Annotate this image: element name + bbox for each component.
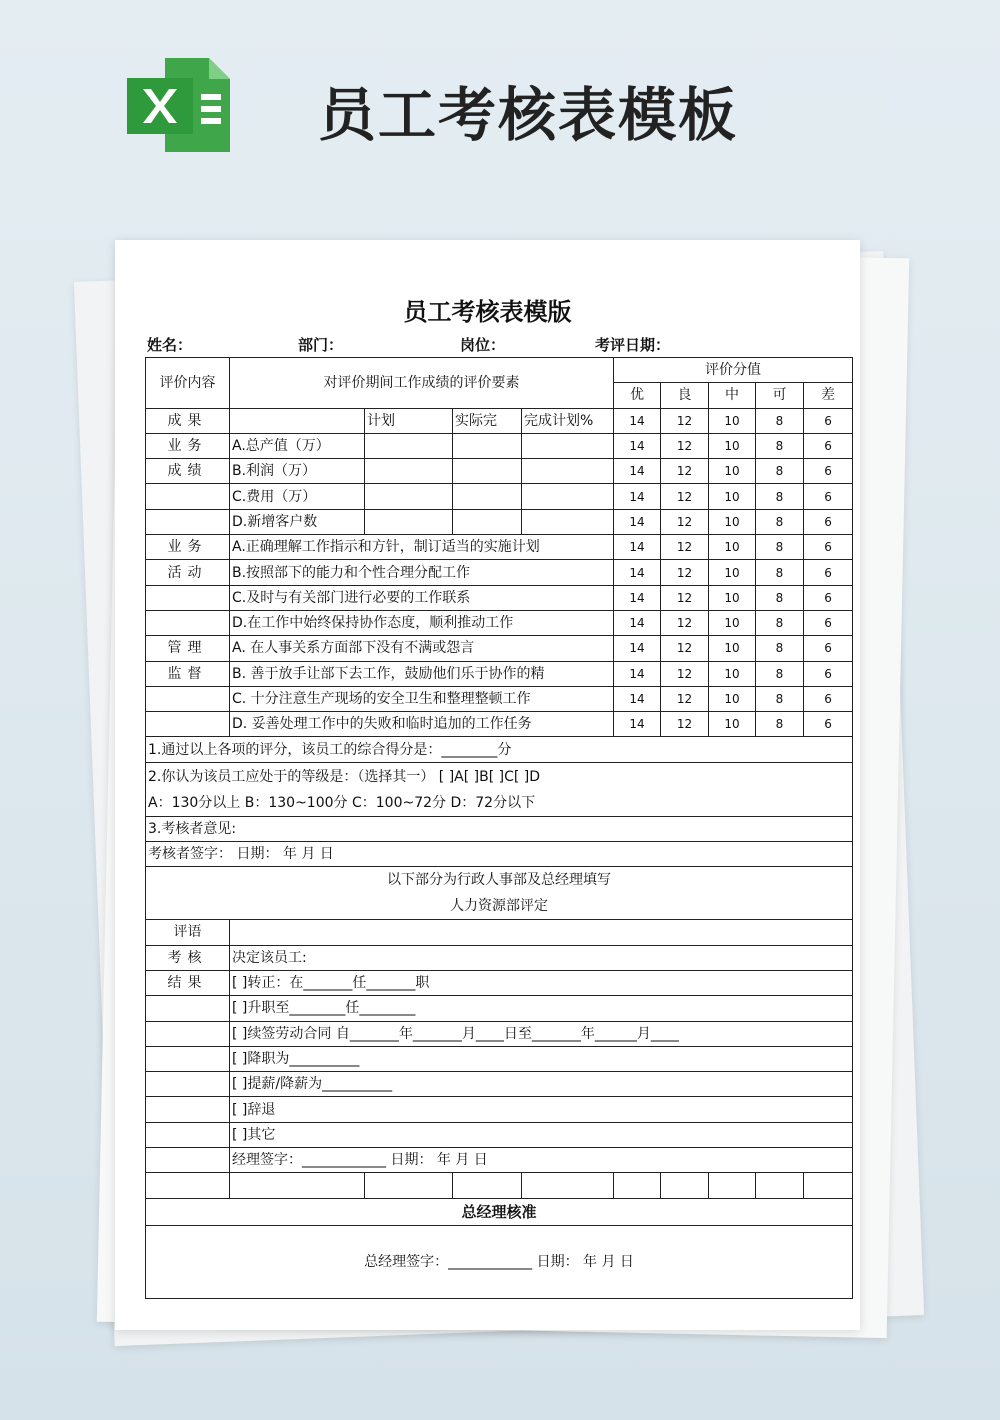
- result-item: C.费用（万）: [230, 484, 365, 509]
- comment-input[interactable]: [230, 920, 853, 945]
- input-cell[interactable]: [453, 509, 522, 534]
- score-cell: 6: [804, 560, 853, 585]
- gm-signature[interactable]: 总经理签字：____________ 日期： 年 月 日: [146, 1225, 853, 1298]
- option-other[interactable]: [ ]其它: [230, 1122, 853, 1147]
- input-cell[interactable]: [522, 509, 614, 534]
- empty-cell: [522, 1173, 614, 1198]
- score-cell: 12: [661, 459, 709, 484]
- empty-cell[interactable]: [230, 408, 365, 433]
- actual-header: 实际完: [453, 408, 522, 433]
- reviewer-signature[interactable]: 考核者签字： 日期： 年 月 日: [146, 842, 853, 867]
- score-cell: 6: [804, 636, 853, 661]
- empty-cell: [146, 509, 230, 534]
- empty-cell: [453, 1173, 522, 1198]
- input-cell[interactable]: [365, 509, 453, 534]
- comment-label: 评语: [146, 920, 230, 945]
- activity-item: A.正确理解工作指示和方针，制订适当的实施计划: [230, 535, 614, 560]
- score-cell: 10: [709, 535, 756, 560]
- score-cell: 10: [709, 484, 756, 509]
- score-cell: 10: [709, 610, 756, 635]
- score-cell: 14: [614, 535, 661, 560]
- score-cell: 12: [661, 560, 709, 585]
- score-cell: 8: [756, 661, 804, 686]
- score-cell: 14: [614, 408, 661, 433]
- score-cell: 12: [661, 433, 709, 458]
- gm-title: 总经理核准: [146, 1198, 853, 1225]
- empty-cell: [146, 996, 230, 1021]
- activity-item: B.按照部下的能力和个性合理分配工作: [230, 560, 614, 585]
- score-cell: 6: [804, 610, 853, 635]
- empty-cell: [146, 1148, 230, 1173]
- score-cell: 10: [709, 636, 756, 661]
- score-cell: 12: [661, 610, 709, 635]
- score-cell: 10: [709, 408, 756, 433]
- score-cell: 6: [804, 459, 853, 484]
- activity-item: D.在工作中始终保持协作态度，顺利推动工作: [230, 610, 614, 635]
- score-cell: 8: [756, 509, 804, 534]
- result-item: B.利润（万）: [230, 459, 365, 484]
- option-demote[interactable]: [ ]降职为__________: [230, 1046, 853, 1071]
- hr-note: 以下部分为行政人事部及总经理填写: [387, 872, 612, 889]
- result-item: D.新增客户数: [230, 509, 365, 534]
- grade-question: 2.你认为该员工应处于的等级是：（选择其一） [ ]A[ ]B[ ]C[ ]D: [148, 768, 541, 785]
- empty-cell: [146, 484, 230, 509]
- manage-item: A. 在人事关系方面部下没有不满或怨言: [230, 636, 614, 661]
- score-cell: 10: [709, 509, 756, 534]
- category-label: 成绩: [146, 459, 230, 484]
- score-cell: 12: [661, 712, 709, 737]
- option-salary-change[interactable]: [ ]提薪/降薪为__________: [230, 1072, 853, 1097]
- grade-poor: 差: [804, 383, 853, 408]
- score-cell: 8: [756, 712, 804, 737]
- empty-cell: [661, 1173, 709, 1198]
- empty-cell: [146, 1046, 230, 1071]
- manage-item: D. 妥善处理工作中的失败和临时追加的工作任务: [230, 712, 614, 737]
- empty-cell: [146, 585, 230, 610]
- position-label: 岗位：: [460, 336, 506, 354]
- grade-levels: A：130分以上 B：130~100分 C：100~72分 D：72分以下: [148, 794, 536, 811]
- percent-header: 完成计划%: [522, 408, 614, 433]
- result-item: A.总产值（万）: [230, 433, 365, 458]
- empty-cell: [146, 610, 230, 635]
- score-cell: 10: [709, 459, 756, 484]
- option-confirm[interactable]: [ ]转正：在_______任_______职: [230, 970, 853, 995]
- input-cell[interactable]: [522, 484, 614, 509]
- manage-item: B. 善于放手让部下去工作，鼓励他们乐于协作的精: [230, 661, 614, 686]
- activity-item: C.及时与有关部门进行必要的工作联系: [230, 585, 614, 610]
- grade-excellent: 优: [614, 383, 661, 408]
- col-content-header: 评价内容: [146, 358, 230, 409]
- empty-cell: [614, 1173, 661, 1198]
- name-label: 姓名：: [147, 336, 193, 354]
- score-cell: 6: [804, 686, 853, 711]
- category-label: 监督: [146, 661, 230, 686]
- input-cell[interactable]: [453, 484, 522, 509]
- total-score-line[interactable]: 1.通过以上各项的评分，该员工的综合得分是：________分: [146, 737, 853, 762]
- grade-choice[interactable]: [146, 762, 853, 816]
- score-cell: 12: [661, 484, 709, 509]
- score-cell: 8: [756, 433, 804, 458]
- evaluation-table: [145, 357, 853, 1299]
- grade-fair: 可: [756, 383, 804, 408]
- score-cell: 6: [804, 509, 853, 534]
- grade-good: 良: [661, 383, 709, 408]
- score-cell: 10: [709, 433, 756, 458]
- score-cell: 14: [614, 610, 661, 635]
- category-label: 结果: [146, 970, 230, 995]
- score-cell: 8: [756, 610, 804, 635]
- manager-signature[interactable]: 经理签字：____________ 日期： 年 月 日: [230, 1148, 853, 1173]
- score-cell: 6: [804, 433, 853, 458]
- option-promote[interactable]: [ ]升职至________任________: [230, 996, 853, 1021]
- reviewer-opinion[interactable]: 3.考核者意见:: [146, 816, 853, 841]
- empty-cell: [146, 1173, 230, 1198]
- score-cell: 6: [804, 484, 853, 509]
- empty-cell: [146, 1072, 230, 1097]
- hr-section-header: [146, 867, 853, 920]
- option-renew-contract[interactable]: [ ]续签劳动合同 自_______年_______月____日至_______年______月____: [230, 1021, 853, 1046]
- score-cell: 14: [614, 686, 661, 711]
- col-score-header: 评价分值: [614, 358, 853, 383]
- category-label: 活动: [146, 560, 230, 585]
- score-cell: 8: [756, 459, 804, 484]
- input-cell[interactable]: [522, 433, 614, 458]
- empty-cell: [146, 1097, 230, 1122]
- input-cell[interactable]: [453, 459, 522, 484]
- score-cell: 12: [661, 408, 709, 433]
- score-cell: 14: [614, 585, 661, 610]
- category-label: 业务: [146, 535, 230, 560]
- input-cell[interactable]: [522, 459, 614, 484]
- option-dismiss[interactable]: [ ]辞退: [230, 1097, 853, 1122]
- category-label: 考核: [146, 945, 230, 970]
- empty-cell: [230, 1173, 365, 1198]
- score-cell: 12: [661, 661, 709, 686]
- score-cell: 10: [709, 712, 756, 737]
- score-cell: 8: [756, 636, 804, 661]
- document-title: 员工考核表模版: [403, 298, 572, 326]
- score-cell: 10: [709, 560, 756, 585]
- score-cell: 14: [614, 509, 661, 534]
- manage-item: C. 十分注意生产现场的安全卫生和整理整顿工作: [230, 686, 614, 711]
- score-cell: 10: [709, 585, 756, 610]
- score-cell: 12: [661, 636, 709, 661]
- score-cell: 6: [804, 585, 853, 610]
- plan-header: 计划: [365, 408, 453, 433]
- empty-cell: [146, 712, 230, 737]
- score-cell: 10: [709, 661, 756, 686]
- score-cell: 14: [614, 712, 661, 737]
- grade-medium: 中: [709, 383, 756, 408]
- score-cell: 14: [614, 661, 661, 686]
- score-cell: 6: [804, 408, 853, 433]
- score-cell: 6: [804, 712, 853, 737]
- score-cell: 8: [756, 560, 804, 585]
- empty-cell: [804, 1173, 853, 1198]
- score-cell: 10: [709, 686, 756, 711]
- empty-cell: [756, 1173, 804, 1198]
- input-cell[interactable]: [365, 459, 453, 484]
- empty-cell: [365, 1173, 453, 1198]
- decide-label: 决定该员工:: [230, 945, 853, 970]
- page-title: 员工考核表模板: [318, 81, 739, 149]
- empty-cell: [146, 686, 230, 711]
- dept-label: 部门：: [298, 336, 344, 354]
- score-cell: 8: [756, 484, 804, 509]
- input-cell[interactable]: [365, 433, 453, 458]
- score-cell: 8: [756, 585, 804, 610]
- score-cell: 14: [614, 433, 661, 458]
- score-cell: 8: [756, 535, 804, 560]
- empty-cell: [146, 1021, 230, 1046]
- score-cell: 14: [614, 484, 661, 509]
- score-cell: 14: [614, 459, 661, 484]
- empty-cell: [146, 1122, 230, 1147]
- date-label: 考评日期：: [595, 336, 671, 354]
- col-elements-header: 对评价期间工作成绩的评价要素: [230, 358, 614, 409]
- category-label: 管理: [146, 636, 230, 661]
- score-cell: 12: [661, 509, 709, 534]
- category-label: 业务: [146, 433, 230, 458]
- input-cell[interactable]: [365, 484, 453, 509]
- input-cell[interactable]: [453, 433, 522, 458]
- score-cell: 6: [804, 661, 853, 686]
- empty-cell: [709, 1173, 756, 1198]
- category-label: 成果: [146, 408, 230, 433]
- score-cell: 14: [614, 636, 661, 661]
- score-cell: 12: [661, 585, 709, 610]
- score-cell: 14: [614, 560, 661, 585]
- hr-title: 人力资源部评定: [450, 898, 549, 915]
- score-cell: 12: [661, 535, 709, 560]
- score-cell: 12: [661, 686, 709, 711]
- score-cell: 6: [804, 535, 853, 560]
- score-cell: 8: [756, 686, 804, 711]
- score-cell: 8: [756, 408, 804, 433]
- excel-icon: [127, 56, 232, 154]
